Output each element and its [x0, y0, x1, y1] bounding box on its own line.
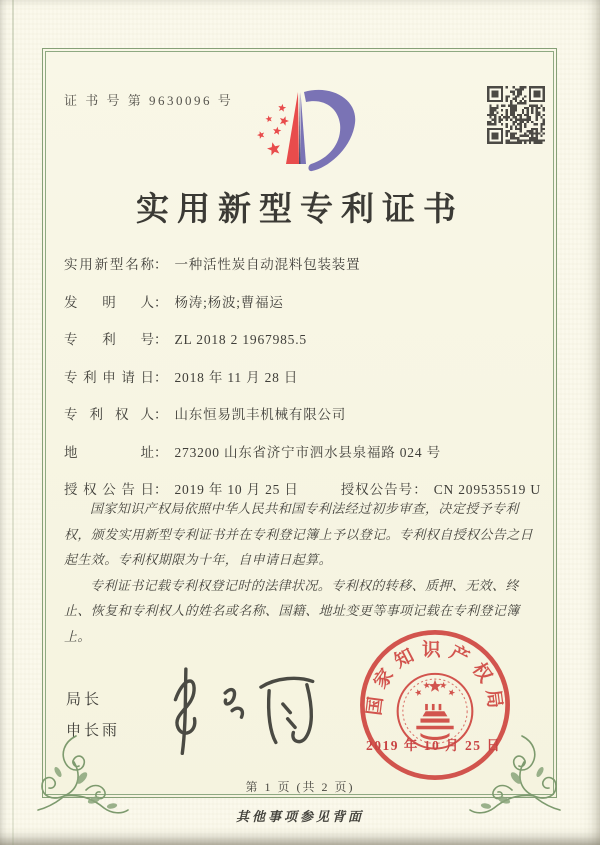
field-colon: ：	[154, 369, 168, 385]
grant-number-label: 授权公告号	[340, 482, 414, 497]
field-row-grant	[64, 478, 542, 498]
legal-paragraph-1: 国家知识产权局依照中华人民共和国专利法经过初步审查，决定授予专利权，颁发实用新型专利证书并在专利登记簿上予以登记。专利权自授权公告之日起生效。专利权期限为十年，自申请日起算。	[64, 501, 534, 567]
field-row-patent-no	[64, 328, 542, 348]
field-label: 专利号	[64, 332, 154, 347]
field-row-inventors	[64, 291, 542, 311]
director-title: 局长	[66, 691, 103, 708]
director-name: 申长雨	[66, 722, 121, 739]
field-label: 实用新型名称	[64, 257, 154, 272]
field-colon: ：	[154, 257, 168, 272]
qr-code	[487, 86, 545, 144]
field-label: 地址	[64, 444, 154, 460]
certificate-number: 证 书 号 第 9630096 号	[64, 93, 234, 108]
fields-section	[64, 253, 542, 516]
field-colon: ：	[154, 444, 168, 460]
official-seal	[352, 622, 518, 788]
field-label: 专利申请日	[64, 369, 154, 385]
field-value: 2018 年 11 月 28 日	[174, 369, 299, 385]
field-colon: ：	[154, 332, 168, 347]
field-row-address	[64, 441, 542, 461]
director-block	[66, 688, 120, 750]
field-colon: ：	[154, 482, 168, 497]
cnipa-logo-icon	[228, 78, 388, 183]
field-value: 273200 山东省济宁市泗水县泉福路 024 号	[174, 444, 441, 460]
field-row-patentee	[64, 403, 542, 423]
field-row-filing-date	[64, 366, 542, 386]
field-label: 发明人	[64, 294, 154, 310]
scan-edge-line	[12, 0, 14, 845]
field-label: 专利权人	[64, 407, 154, 422]
back-note: 其他事项参见背面	[235, 809, 364, 824]
page-number: 第 1 页 (共 2 页)	[245, 780, 355, 794]
field-label: 授权公告日	[64, 482, 154, 497]
seal-text: 国家知识产权局	[363, 639, 507, 717]
director-signature	[150, 658, 340, 758]
certificate-title: 实用新型专利证书	[136, 192, 464, 228]
field-value: 一种活性炭自动混料包装装置	[174, 257, 361, 272]
field-row-name	[64, 253, 542, 273]
field-colon: ：	[154, 407, 168, 422]
grant-number-value: CN 209535519 U	[433, 482, 541, 497]
field-value: ZL 2018 2 1967985.5	[174, 332, 307, 347]
field-value: 杨涛;杨波;曹福运	[174, 294, 284, 310]
legal-paragraph-2: 专利证书记载专利权登记时的法律状况。专利权的转移、质押、无效、终止、恢复和专利权人的姓名或名称、国籍、地址变更等事项记载在专利登记簿上。	[64, 577, 520, 644]
field-colon: ：	[154, 294, 168, 310]
field-colon: ：	[413, 482, 427, 497]
seal-date: 2019 年 10 月 25 日	[366, 738, 502, 753]
field-value: 山东恒易凯丰机械有限公司	[174, 407, 347, 422]
field-value: 2019 年 10 月 25 日	[174, 482, 299, 497]
